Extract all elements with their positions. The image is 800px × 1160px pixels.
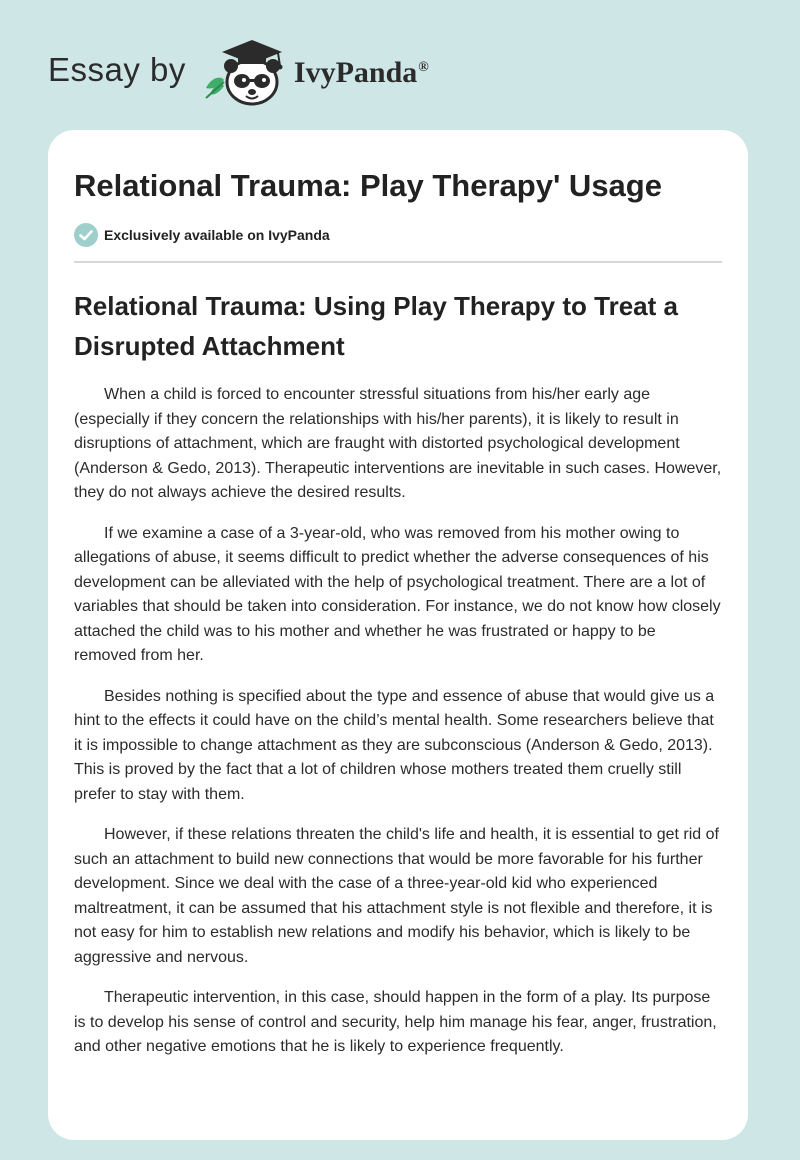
brand-name[interactable]	[294, 56, 429, 90]
essay-subtitle: Relational Trauma: Using Play Therapy to Treat a Disrupted Attachment	[74, 291, 678, 361]
check-circle-icon	[74, 223, 98, 247]
divider	[74, 261, 722, 263]
paragraph: If we examine a case of a 3-year-old, who was removed from his mother owing to allegations of abuse, it seems difficult to predict whether the adverse consequences of his development can be alleviated with the help of psychological treatment. There are a lot of variables that should be taken into consideration. For instance, we do not know how closely attached the child was to his mother and whether he was frustrated or happy to be removed from her.	[74, 524, 721, 664]
essay-by-label: Essay by	[48, 51, 186, 88]
paragraph: Therapeutic intervention, in this case, should happen in the form of a play. Its purpose is to develop his sense of control and security, help him manage his fear, anger, frustration, and other negative emotions that he is likely to experience frequently.	[74, 989, 717, 1055]
exclusive-badge	[74, 223, 330, 247]
exclusive-label: Exclusively available on IvyPanda	[104, 227, 330, 243]
paragraph: Besides nothing is specified about the type and essence of abuse that would give us a hint to the effects it could have on the child’s mental health. Some researchers believe that it is impossible to change attachment as they are subconscious (Anderson & Gedo, 2013). This is proved by the fact that a lot of children whose mothers treated them cruelly still prefer to stay with them.	[74, 687, 715, 803]
essay-body	[74, 383, 722, 1076]
brand-text[interactable]: IvyPanda	[293, 56, 418, 89]
paragraph: When a child is forced to encounter stressful situations from his/her early age (especially if they concern the relationships with his/her parents), it is likely to result in disruptions of attachment, which are fraught with distorted psychological development (Anderson & Gedo, 2013). Therapeutic interventions are inevitable in such cases. However, they do not always achieve the desired results.	[74, 386, 722, 501]
essay-card	[48, 130, 748, 1140]
page-title: Relational Trauma: Play Therapy' Usage	[74, 168, 662, 203]
site-header	[48, 36, 648, 108]
panda-graduate-icon[interactable]	[202, 36, 288, 108]
registered-mark: ®	[418, 60, 429, 75]
paragraph: However, if these relations threaten the child's life and health, it is essential to get rid of such an attachment to build new connections that would be more favorable for his further development. Since we deal with the case of a three-year-old kid who experienced maltreatment, it can be assumed that his attachment style is not flexible and therefore, it is not easy for him to establish new relations and modify his behavior, which is likely to be aggressive and nervous.	[74, 826, 719, 966]
